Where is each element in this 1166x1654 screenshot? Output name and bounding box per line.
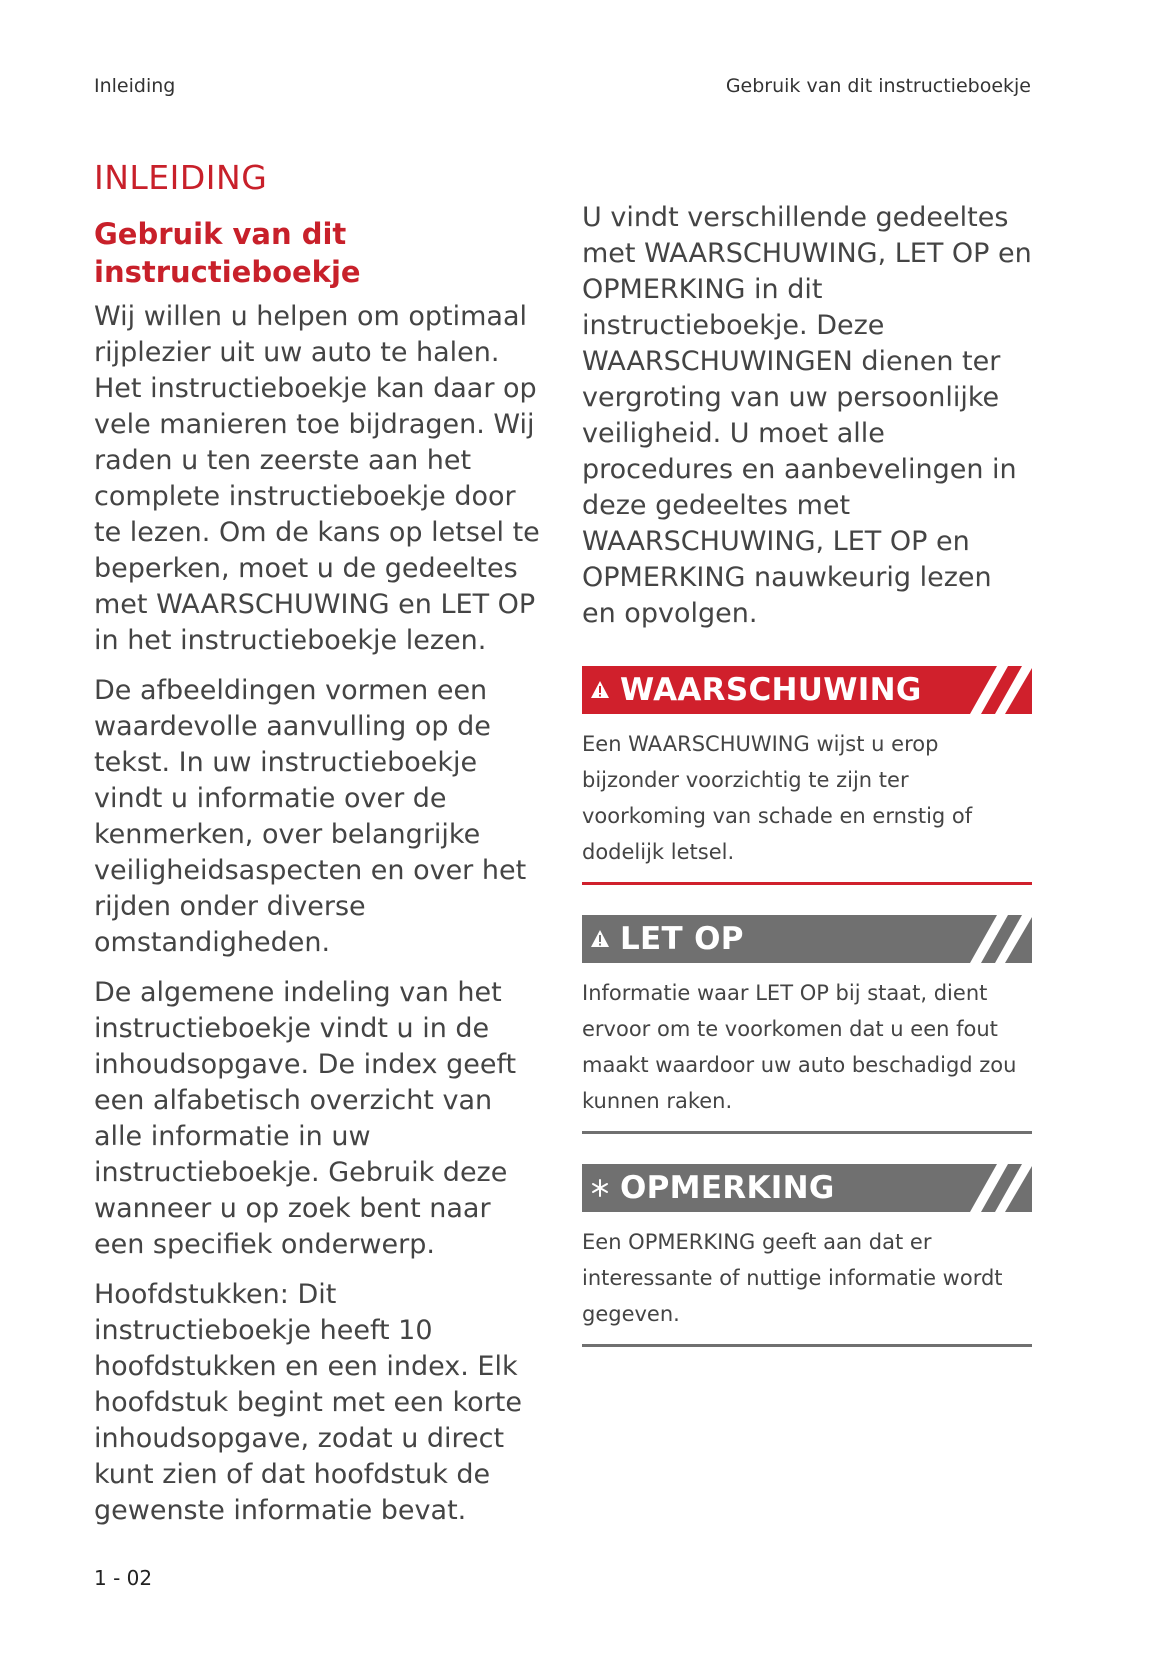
subheading: [94, 215, 544, 291]
paragraph-chapters: Hoofdstukken: Dit instructieboekje heeft 10 hoofdstukken en een index. Elk hoofdstuk begint met een korte inhoudsopgave, zodat u direct kunt zien of dat hoofdstuk de gewenste informatie bevat.: [94, 1279, 522, 1526]
subheading-line-2: instructieboekje: [94, 255, 361, 289]
paragraph-layout: De algemene indeling van het instructieboekje vindt u in de inhoudsopgave. De index geeft een alfabetisch overzicht van alle informatie in uw instructieboekje. Gebruik deze wanneer u op zoek bent naar een specifiek onderwerp.: [94, 977, 517, 1260]
warning-triangle-icon: [590, 929, 610, 949]
warning-triangle-icon: [590, 680, 610, 700]
paragraph-images: De afbeeldingen vormen een waardevolle aanvulling op de tekst. In uw instructieboekje vindt u informatie over de kenmerken, over belangrijke veiligheidsaspecten en over het rijden onder diverse omstandigheden.: [94, 675, 527, 958]
warning-label: WAARSCHUWING: [620, 672, 922, 708]
caution-label: LET OP: [620, 921, 744, 957]
stripes-decoration: [952, 915, 1032, 963]
note-divider: [582, 1344, 1032, 1347]
subheading-line-1: Gebruik van dit: [94, 217, 347, 251]
right-column: [582, 200, 1032, 1377]
note-label: OPMERKING: [620, 1170, 835, 1206]
note-banner: [582, 1164, 1032, 1212]
note-notice: [582, 1164, 1032, 1347]
paragraph-notice-intro: U vindt verschillende gedeeltes met WAARSCHUWING, LET OP en OPMERKING in dit instructieboekje. Deze WAARSCHUWINGEN dienen ter vergroting van uw persoonlijke veiligheid. U moet alle procedures en aanbevelingen in deze gedeeltes met WAARSCHUWING, LET OP en OPMERKING nauwkeurig lezen en opvolgen.: [582, 202, 1032, 629]
caution-notice: [582, 915, 1032, 1134]
page-number: 1 - 02: [94, 1566, 153, 1590]
left-column: [94, 215, 544, 1543]
stripes-decoration: [952, 666, 1032, 714]
running-header-left: Inleiding: [94, 75, 176, 97]
asterisk-icon: [590, 1178, 610, 1198]
section-title: INLEIDING: [94, 158, 268, 197]
caution-banner: [582, 915, 1032, 963]
paragraph-intro: Wij willen u helpen om optimaal rijplezier uit uw auto te halen. Het instructieboekje kan daar op vele manieren toe bijdragen. Wij raden u ten zeerste aan het complete instructieboekje door te lezen. Om de kans op letsel te beperken, moet u de gedeeltes met WAARSCHUWING en LET OP in het instructieboekje lezen.: [94, 301, 540, 656]
stripes-decoration: [952, 1164, 1032, 1212]
warning-banner: [582, 666, 1032, 714]
caution-text: Informatie waar LET OP bij staat, dient ervoor om te voorkomen dat u een fout maakt waardoor uw auto beschadigd zou kunnen raken.: [582, 981, 1017, 1113]
warning-divider: [582, 882, 1032, 885]
caution-divider: [582, 1131, 1032, 1134]
running-header-right: Gebruik van dit instructieboekje: [725, 75, 1031, 97]
warning-notice: [582, 666, 1032, 885]
note-text: Een OPMERKING geeft aan dat er interessante of nuttige informatie wordt gegeven.: [582, 1230, 1003, 1326]
warning-text: Een WAARSCHUWING wijst u erop bijzonder voorzichtig te zijn ter voorkoming van schade en ernstig of dodelijk letsel.: [582, 732, 973, 864]
